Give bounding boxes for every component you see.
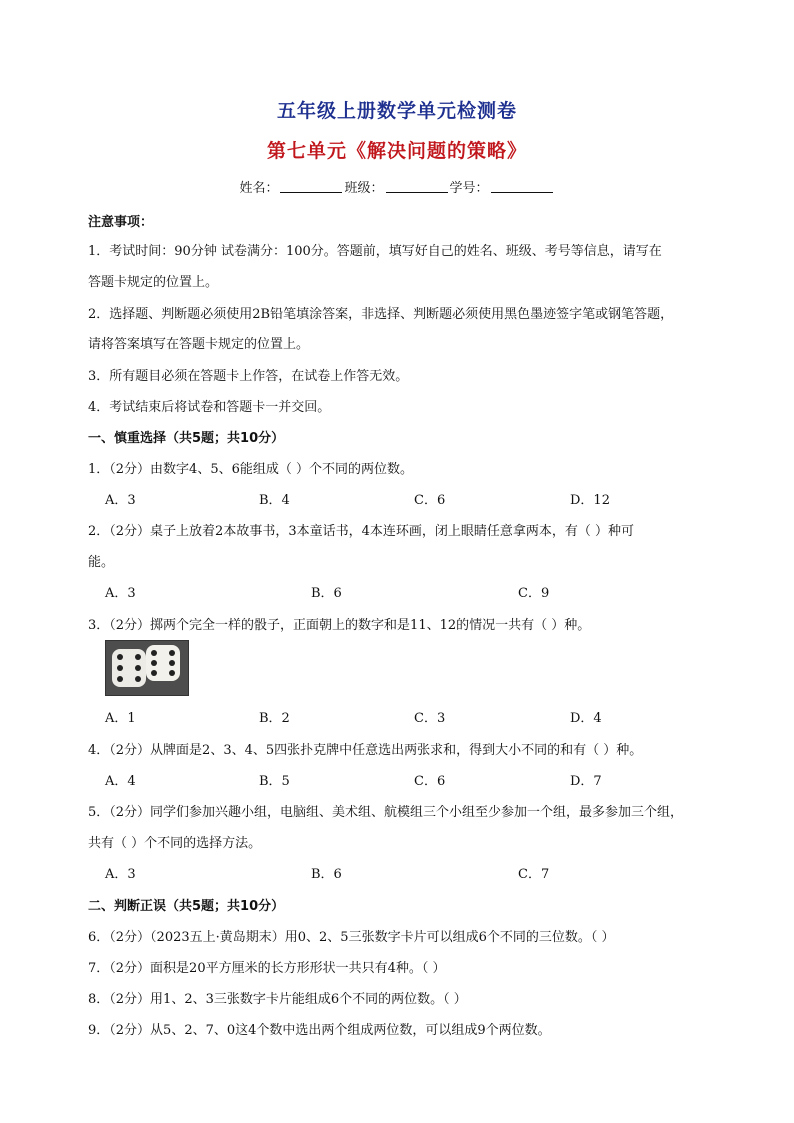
- name-blank: [280, 180, 342, 193]
- q4-option-a: A．4: [105, 774, 136, 789]
- dice-image: [105, 640, 189, 696]
- class-label: 班级：: [344, 181, 384, 196]
- question-2: 2．（2分）桌子上放着2本故事书，3本童话书，4本连环画，闭上眼睛任意拿两本，有（ ）种可: [88, 524, 634, 539]
- q4-option-d: D．7: [570, 774, 602, 789]
- question-4: 4．（2分）从牌面是2、3、4、5四张扑克牌中任意选出两张求和，得到大小不同的和有（ ）种。: [88, 743, 643, 758]
- question-3: 3．（2分）掷两个完全一样的骰子，正面朝上的数字和是11、12的情况一共有（ ）种。: [88, 618, 591, 633]
- q3-option-d: D．4: [570, 711, 602, 726]
- q4-option-b: B．5: [259, 774, 290, 789]
- q2-option-c: C．9: [518, 586, 550, 601]
- note-item: 3．所有题目必须在答题卡上作答，在试卷上作答无效。: [88, 369, 409, 384]
- section1-heading: 一、慎重选择（共5题；共10分）: [88, 431, 285, 446]
- q2-option-b: B．6: [311, 586, 342, 601]
- q5-option-b: B．6: [311, 867, 342, 882]
- note-item: 答题卡规定的位置上。: [88, 275, 219, 290]
- note-item: 请将答案填写在答题卡规定的位置上。: [88, 337, 310, 352]
- class-blank: [386, 180, 448, 193]
- q5-option-c: C．7: [518, 867, 550, 882]
- q3-option-c: C．3: [414, 711, 446, 726]
- question-9: 9．（2分）从5、2、7、0这4个数中选出两个组成两位数，可以组成9个两位数。: [88, 1023, 551, 1038]
- page-subtitle: 第七单元《解决问题的策略》: [266, 140, 527, 162]
- note-item: 2．选择题、判断题必须使用2B铅笔填涂答案，非选择、判断题必须使用黑色墨迹签字笔或钢笔答题，: [88, 307, 674, 322]
- q5-option-a: A．3: [105, 867, 136, 882]
- page-title: 五年级上册数学单元检测卷: [276, 100, 517, 122]
- student-info-line: [0, 177, 794, 196]
- q3-option-a: A．1: [105, 711, 136, 726]
- q4-option-c: C．6: [414, 774, 446, 789]
- question-7: 7．（2分）面积是20平方厘米的长方形形状一共只有4种。（ ）: [88, 961, 446, 976]
- notes-heading: 注意事项：: [88, 215, 154, 230]
- note-item: 1．考试时间：90分钟 试卷满分：100分。答题前，填写好自己的姓名、班级、考号等信息，请写在: [88, 244, 662, 259]
- section2-heading: 二、判断正误（共5题；共10分）: [88, 899, 285, 914]
- question-5-cont: 共有（ ）个不同的选择方法。: [88, 836, 262, 851]
- question-2-cont: 能。: [88, 555, 115, 570]
- question-5: 5．（2分）同学们参加兴趣小组，电脑组、美术组、航模组三个小组至少参加一个组，最多参加三个组，: [88, 805, 684, 820]
- number-blank: [491, 180, 553, 193]
- q1-option-b: B．4: [259, 493, 290, 508]
- q3-option-b: B．2: [259, 711, 290, 726]
- name-label: 姓名：: [239, 181, 279, 196]
- q1-option-a: A．3: [105, 493, 136, 508]
- q1-option-d: D．12: [570, 493, 610, 508]
- q2-option-a: A．3: [105, 586, 136, 601]
- number-label: 学号：: [449, 181, 489, 196]
- q1-option-c: C．6: [414, 493, 446, 508]
- note-item: 4．考试结束后将试卷和答题卡一并交回。: [88, 400, 331, 415]
- question-1: 1．（2分）由数字4、5、6能组成（ ）个不同的两位数。: [88, 462, 413, 477]
- question-8: 8．（2分）用1、2、3三张数字卡片能组成6个不同的两位数。（ ）: [88, 992, 467, 1007]
- question-6: 6．（2分）（2023五上·黄岛期末）用0、2、5三张数字卡片可以组成6个不同的三位数。（ ）: [88, 930, 615, 945]
